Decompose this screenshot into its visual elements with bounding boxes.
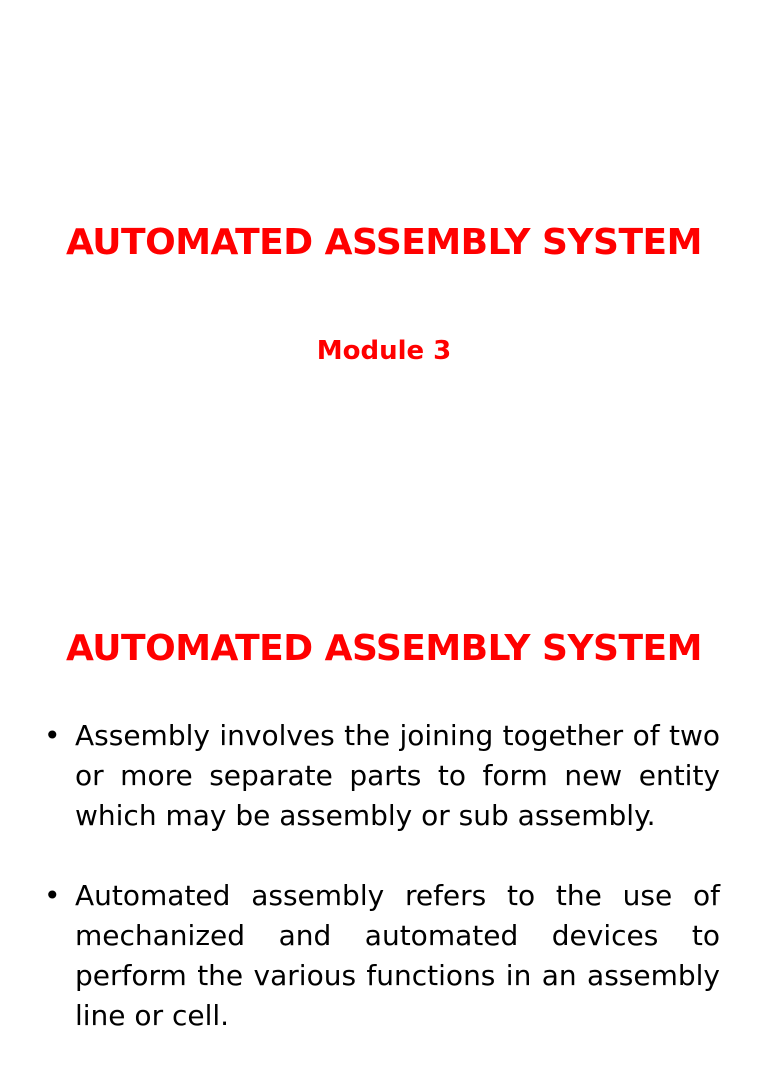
bullet-item (44, 716, 720, 836)
content-slide (0, 576, 768, 1032)
slide-subtitle: Module 3 (316, 336, 452, 366)
bullet-icon: • (44, 879, 61, 912)
bullet-text: Assembly involves the joining together of two or more separate parts to form new entity which may be assembly or sub assembly. (75, 719, 720, 832)
bullet-list (44, 716, 720, 1076)
bullet-item (44, 876, 720, 1036)
slide-title: AUTOMATED ASSEMBLY SYSTEM (66, 628, 702, 669)
bullet-icon: • (44, 719, 61, 752)
bullet-text: Automated assembly refers to the use of mechanized and automated devices to perform the various functions in an assembly line or cell. (75, 879, 720, 1032)
slide-title: AUTOMATED ASSEMBLY SYSTEM (66, 222, 702, 263)
